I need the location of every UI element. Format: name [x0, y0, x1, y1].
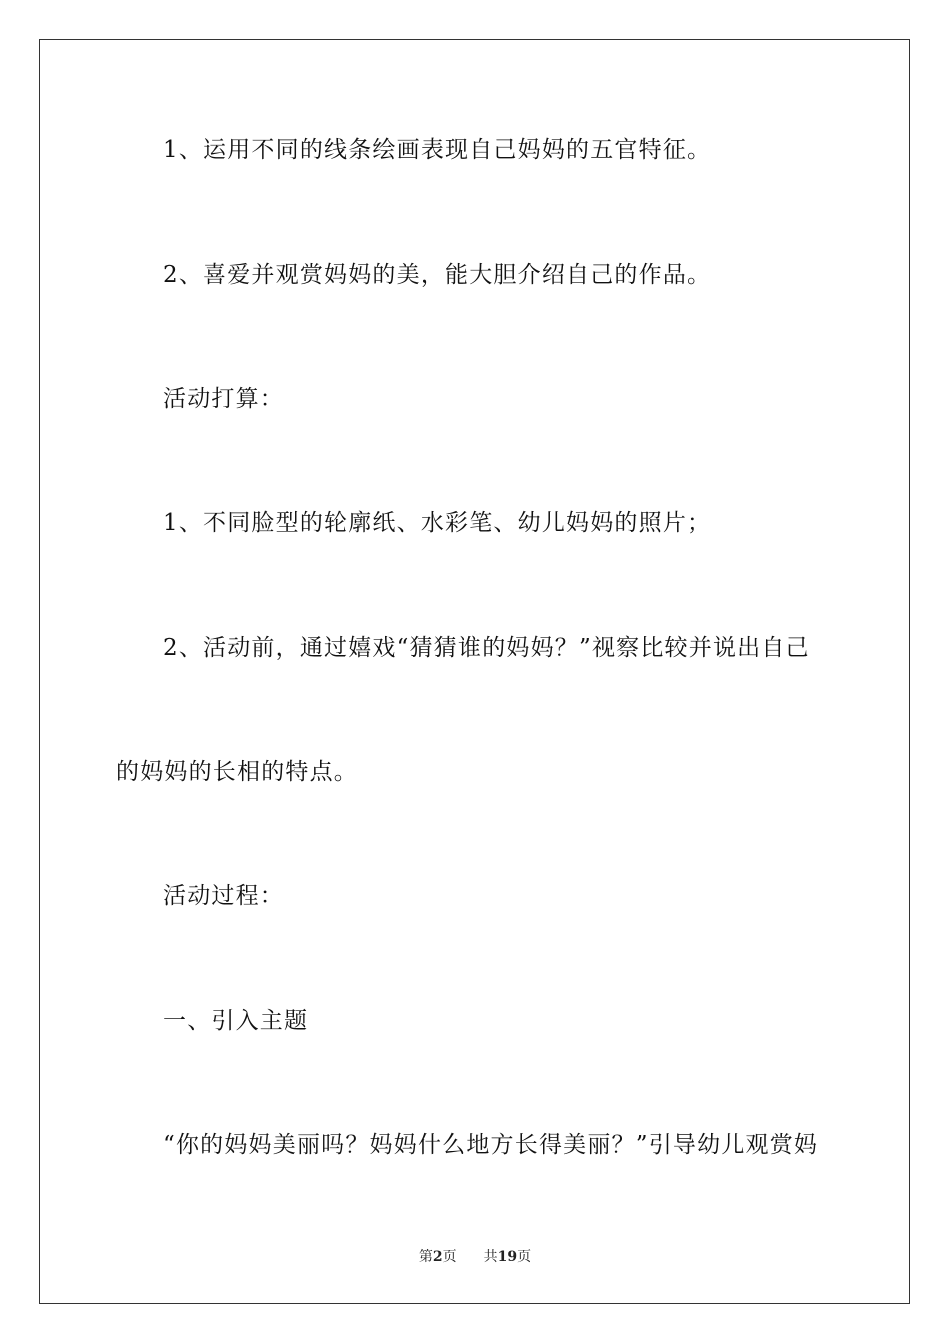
text-line-process-1: “你的妈妈美丽吗？妈妈什么地方长得美丽？”引导幼儿观赏妈	[163, 1132, 819, 1158]
text-line-preparation-1: 1、不同脸型的轮廓纸、水彩笔、幼儿妈妈的照片；	[163, 510, 712, 536]
footer-total-prefix: 共	[483, 1249, 498, 1265]
footer-total-suffix: 页	[517, 1249, 532, 1265]
footer-page-prefix: 第	[418, 1249, 433, 1265]
heading-activity-process: 活动过程：	[163, 883, 284, 909]
page-footer	[0, 1248, 950, 1266]
page-border	[39, 39, 910, 1304]
text-line-objective-1: 1、运用不同的线条绘画表现自己妈妈的五官特征。	[163, 137, 712, 163]
text-line-objective-2: 2、喜爱并观赏妈妈的美，能大胆介绍自己的作品。	[163, 262, 712, 288]
heading-section-one: 一、引入主题	[163, 1008, 309, 1034]
text-line-preparation-2: 2、活动前，通过嬉戏“猜猜谁的妈妈？”视察比较并说出自己	[163, 635, 810, 661]
heading-activity-preparation: 活动打算：	[163, 386, 284, 412]
footer-page-number: 2	[432, 1249, 443, 1265]
text-line-preparation-2-cont: 的妈妈的长相的特点。	[116, 759, 358, 785]
footer-total-number: 19	[497, 1249, 518, 1265]
footer-page-suffix: 页	[442, 1249, 457, 1265]
